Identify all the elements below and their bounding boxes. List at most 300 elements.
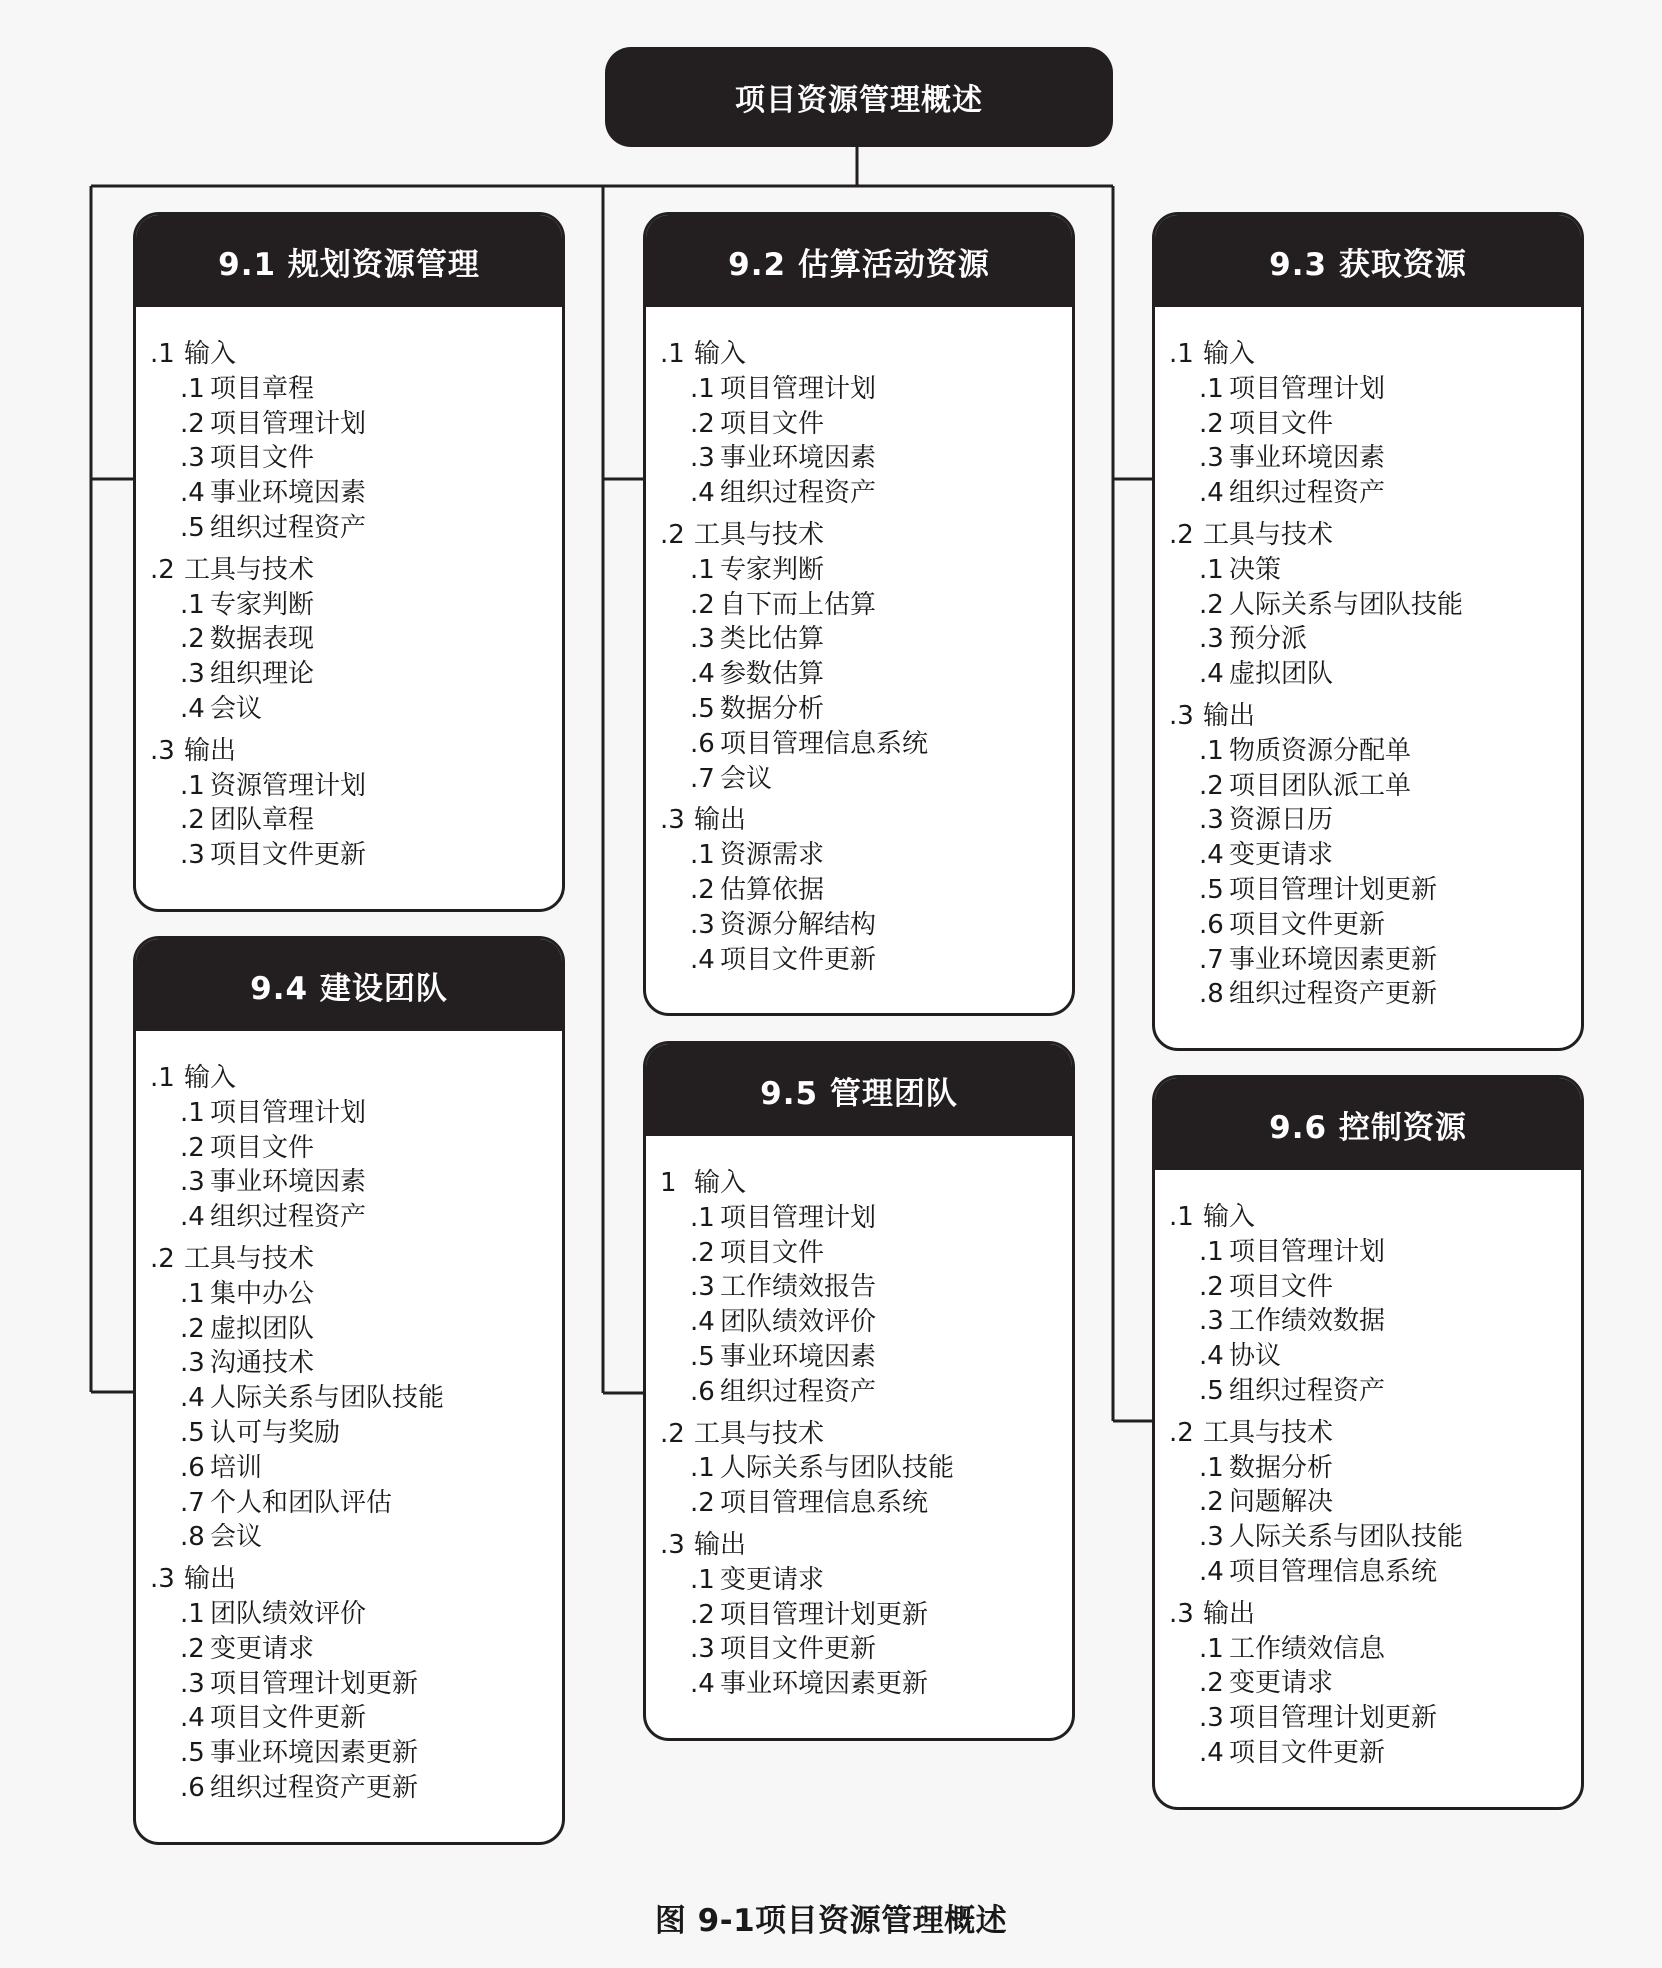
item-label: 决策 <box>1229 554 1282 585</box>
item-number: .1 <box>690 1564 715 1595</box>
list-item <box>150 838 562 873</box>
group-number: .2 <box>150 1243 175 1274</box>
group-number: .3 <box>150 1564 175 1595</box>
item-number: .4 <box>1199 478 1224 509</box>
item-number: .1 <box>690 840 715 871</box>
item-label: 项目文件 <box>1229 1271 1334 1302</box>
group-title <box>1169 1597 1581 1632</box>
group <box>150 337 562 546</box>
list-item <box>1169 838 1581 873</box>
item-label: 组织过程资产 <box>210 1202 367 1233</box>
item-number: .1 <box>690 1202 715 1233</box>
item-label: 资源管理计划 <box>210 770 367 801</box>
list-item <box>150 1736 562 1771</box>
item-label: 组织过程资产 <box>210 512 367 543</box>
item-label: 团队章程 <box>210 805 315 836</box>
item-number: .4 <box>1199 1341 1224 1372</box>
item-number: .4 <box>690 1669 715 1700</box>
process-title: 9.2 估算活动资源 <box>646 215 1072 307</box>
group-label: 工具与技术 <box>1203 519 1334 550</box>
item-number: .2 <box>1199 1487 1224 1518</box>
list-item <box>150 692 562 727</box>
item-label: 数据表现 <box>210 624 315 655</box>
list-item <box>150 1131 562 1166</box>
group-label: 输入 <box>1203 1202 1256 1232</box>
item-label: 估算依据 <box>720 874 825 905</box>
item-number: .2 <box>690 1488 715 1519</box>
item-number: .3 <box>690 624 715 655</box>
item-label: 项目管理计划 <box>1229 1236 1386 1267</box>
process-box-9-1 <box>133 212 565 912</box>
item-number: .2 <box>1199 1271 1224 1302</box>
item-label: 项目管理信息系统 <box>1229 1556 1438 1587</box>
item-label: 组织过程资产 <box>720 478 877 509</box>
item-number: .1 <box>180 373 205 404</box>
item-number: .6 <box>690 728 715 759</box>
group-number: .1 <box>1169 339 1194 369</box>
item-label: 项目管理计划更新 <box>720 1599 929 1630</box>
group-number: 1 <box>660 1168 677 1198</box>
item-number: .3 <box>1199 1306 1224 1337</box>
list-item <box>660 1236 1072 1271</box>
item-number: .2 <box>1199 589 1224 620</box>
item-label: 事业环境因素 <box>720 443 877 474</box>
group-title <box>150 337 562 372</box>
group <box>660 1166 1072 1410</box>
item-label: 项目管理计划 <box>210 408 367 439</box>
list-item <box>150 1096 562 1131</box>
list-item <box>150 1520 562 1555</box>
item-label: 项目章程 <box>210 373 315 404</box>
list-item <box>150 1200 562 1235</box>
item-number: .7 <box>180 1487 205 1518</box>
item-number: .4 <box>180 1202 205 1233</box>
list-item <box>150 1346 562 1381</box>
group <box>150 553 562 727</box>
item-number: .3 <box>180 443 205 474</box>
process-body <box>646 307 1072 977</box>
list-item <box>1169 553 1581 588</box>
list-item <box>660 1563 1072 1598</box>
list-item <box>660 1270 1072 1305</box>
list-item <box>150 441 562 476</box>
group-label: 输入 <box>184 1063 237 1093</box>
group-title <box>150 1562 562 1597</box>
group-number: .2 <box>660 1418 685 1449</box>
item-label: 项目文件 <box>720 408 825 439</box>
item-number: .6 <box>1199 909 1224 940</box>
item-label: 事业环境因素 <box>210 1167 367 1198</box>
item-number: .7 <box>1199 944 1224 975</box>
group <box>150 734 562 873</box>
list-item <box>150 1486 562 1521</box>
group-label: 工具与技术 <box>1203 1417 1334 1448</box>
item-label: 专家判断 <box>210 589 315 620</box>
group <box>1169 1416 1581 1590</box>
item-number: .1 <box>690 1453 715 1484</box>
item-number: .7 <box>690 763 715 794</box>
item-number: .2 <box>180 408 205 439</box>
group-title <box>1169 699 1581 734</box>
list-item <box>1169 588 1581 623</box>
item-label: 专家判断 <box>720 554 825 585</box>
process-title: 9.3 获取资源 <box>1155 215 1581 307</box>
item-label: 项目文件 <box>1229 408 1334 439</box>
item-label: 事业环境因素 <box>1229 443 1386 474</box>
process-title: 9.4 建设团队 <box>136 939 562 1031</box>
list-item <box>1169 1485 1581 1520</box>
list-item <box>1169 1666 1581 1701</box>
item-label: 项目文件 <box>210 1132 315 1163</box>
item-number: .5 <box>1199 874 1224 905</box>
list-item <box>660 1451 1072 1486</box>
group-number: .3 <box>1169 700 1194 731</box>
item-label: 组织过程资产更新 <box>1229 979 1438 1010</box>
list-item <box>150 622 562 657</box>
item-label: 团队绩效评价 <box>210 1598 367 1629</box>
item-number: .3 <box>180 1348 205 1379</box>
list-item <box>1169 476 1581 511</box>
root-node <box>605 47 1113 147</box>
item-number: .1 <box>1199 1452 1224 1483</box>
item-number: .5 <box>180 1417 205 1448</box>
group-title <box>150 1061 562 1096</box>
item-number: .5 <box>690 693 715 724</box>
item-label: 组织过程资产更新 <box>210 1772 419 1803</box>
process-box-9-2 <box>643 212 1075 1016</box>
list-item <box>1169 1270 1581 1305</box>
list-item <box>150 476 562 511</box>
group-number: .3 <box>1169 1598 1194 1629</box>
group <box>660 1417 1072 1521</box>
list-item <box>1169 873 1581 908</box>
group <box>150 1242 562 1555</box>
item-number: .3 <box>690 1272 715 1303</box>
list-item <box>660 873 1072 908</box>
list-item <box>1169 769 1581 804</box>
group-number: .3 <box>150 735 175 766</box>
item-number: .4 <box>690 944 715 975</box>
item-label: 虚拟团队 <box>210 1313 315 1344</box>
list-item <box>1169 657 1581 692</box>
item-number: .5 <box>180 1738 205 1769</box>
list-item <box>150 1381 562 1416</box>
item-number: .1 <box>690 373 715 404</box>
list-item <box>660 441 1072 476</box>
item-number: .2 <box>180 805 205 836</box>
list-item <box>150 1312 562 1347</box>
item-number: .3 <box>180 1668 205 1699</box>
item-label: 沟通技术 <box>210 1348 315 1379</box>
item-label: 项目文件更新 <box>720 1634 877 1665</box>
item-number: .1 <box>180 589 205 620</box>
list-item <box>150 657 562 692</box>
item-label: 组织过程资产 <box>720 1376 877 1407</box>
group-label: 工具与技术 <box>184 1243 315 1274</box>
list-item <box>660 622 1072 657</box>
item-number: .3 <box>1199 805 1224 836</box>
group <box>150 1562 562 1806</box>
item-number: .4 <box>690 659 715 690</box>
item-number: .3 <box>690 909 715 940</box>
item-label: 工作绩效报告 <box>720 1272 877 1303</box>
list-item <box>150 1667 562 1702</box>
item-label: 项目文件更新 <box>210 1703 367 1734</box>
group-number: .1 <box>660 339 685 369</box>
item-number: .2 <box>180 1633 205 1664</box>
item-label: 项目管理计划更新 <box>1229 874 1438 905</box>
list-item <box>660 692 1072 727</box>
list-item <box>1169 943 1581 978</box>
process-box-9-3 <box>1152 212 1584 1051</box>
item-number: .3 <box>690 443 715 474</box>
item-number: .4 <box>180 693 205 724</box>
group-title <box>660 1417 1072 1452</box>
item-label: 组织过程资产 <box>1229 1375 1386 1406</box>
group-title <box>660 1528 1072 1563</box>
group-label: 输出 <box>184 735 237 766</box>
list-item <box>660 1598 1072 1633</box>
item-label: 项目文件 <box>720 1237 825 1268</box>
item-number: .3 <box>690 1634 715 1665</box>
item-number: .3 <box>1199 1703 1224 1734</box>
list-item <box>660 1486 1072 1521</box>
list-item <box>660 1632 1072 1667</box>
item-number: .4 <box>1199 840 1224 871</box>
list-item <box>1169 977 1581 1012</box>
item-number: .1 <box>1199 373 1224 404</box>
item-number: .2 <box>1199 408 1224 439</box>
item-number: .4 <box>690 1307 715 1338</box>
list-item <box>1169 1304 1581 1339</box>
item-number: .4 <box>690 478 715 509</box>
item-number: .4 <box>180 478 205 509</box>
item-number: .1 <box>180 1097 205 1128</box>
item-number: .3 <box>180 840 205 871</box>
list-item <box>150 588 562 623</box>
item-label: 人际关系与团队技能 <box>1229 1522 1464 1553</box>
group-number: .2 <box>660 519 685 550</box>
process-body <box>646 1136 1072 1702</box>
item-label: 项目管理信息系统 <box>720 1488 929 1519</box>
root-title: 项目资源管理概述 <box>735 83 983 118</box>
item-label: 项目管理计划 <box>720 1202 877 1233</box>
item-number: .3 <box>1199 1522 1224 1553</box>
process-body <box>1155 1170 1581 1771</box>
list-item <box>1169 622 1581 657</box>
list-item <box>660 1340 1072 1375</box>
item-label: 项目团队派工单 <box>1229 770 1412 801</box>
group-title <box>660 337 1072 372</box>
item-label: 事业环境因素 <box>210 478 367 509</box>
item-number: .5 <box>180 512 205 543</box>
item-label: 工作绩效信息 <box>1229 1633 1386 1664</box>
group <box>660 803 1072 977</box>
item-number: .2 <box>690 408 715 439</box>
item-number: .1 <box>1199 1236 1224 1267</box>
group-label: 输入 <box>184 339 237 369</box>
item-label: 项目文件更新 <box>1229 1737 1386 1768</box>
list-item <box>660 727 1072 762</box>
list-item <box>150 803 562 838</box>
process-title: 9.1 规划资源管理 <box>136 215 562 307</box>
item-label: 事业环境因素更新 <box>1229 944 1438 975</box>
item-label: 项目文件更新 <box>1229 909 1386 940</box>
item-number: .2 <box>690 1599 715 1630</box>
group <box>1169 699 1581 1012</box>
list-item <box>660 762 1072 797</box>
group-label: 输出 <box>1203 700 1256 731</box>
item-label: 会议 <box>210 693 263 724</box>
item-number: .2 <box>690 589 715 620</box>
item-label: 数据分析 <box>1229 1452 1334 1483</box>
group-title <box>1169 1200 1581 1235</box>
item-number: .5 <box>690 1341 715 1372</box>
item-number: .2 <box>1199 1668 1224 1699</box>
group <box>660 518 1072 796</box>
item-number: .1 <box>180 1598 205 1629</box>
group-label: 输出 <box>694 805 747 836</box>
process-title: 9.5 管理团队 <box>646 1044 1072 1136</box>
item-label: 组织过程资产 <box>1229 478 1386 509</box>
group <box>1169 518 1581 692</box>
item-number: .1 <box>1199 735 1224 766</box>
item-number: .3 <box>180 659 205 690</box>
list-item <box>150 1771 562 1806</box>
group-number: .3 <box>660 1529 685 1560</box>
group-title <box>1169 337 1581 372</box>
process-body <box>136 307 562 873</box>
list-item <box>660 838 1072 873</box>
list-item <box>150 407 562 442</box>
group <box>660 337 1072 511</box>
process-box-9-6 <box>1152 1075 1584 1810</box>
list-item <box>150 372 562 407</box>
list-item <box>150 1632 562 1667</box>
list-item <box>1169 1632 1581 1667</box>
item-label: 事业环境因素更新 <box>720 1669 929 1700</box>
list-item <box>1169 1555 1581 1590</box>
item-number: .1 <box>180 1278 205 1309</box>
item-label: 资源需求 <box>720 840 825 871</box>
list-item <box>150 511 562 546</box>
item-label: 项目文件更新 <box>210 840 367 871</box>
list-item <box>1169 1520 1581 1555</box>
group-title <box>150 734 562 769</box>
item-label: 项目管理计划更新 <box>210 1668 419 1699</box>
list-item <box>1169 734 1581 769</box>
item-label: 协议 <box>1229 1341 1282 1372</box>
item-label: 项目管理计划 <box>720 373 877 404</box>
item-number: .1 <box>690 554 715 585</box>
item-number: .8 <box>1199 979 1224 1010</box>
list-item <box>1169 1701 1581 1736</box>
list-item <box>150 1277 562 1312</box>
item-number: .2 <box>1199 770 1224 801</box>
group-label: 工具与技术 <box>694 1418 825 1449</box>
item-label: 变更请求 <box>210 1633 315 1664</box>
list-item <box>150 769 562 804</box>
list-item <box>660 1305 1072 1340</box>
group-number: .1 <box>1169 1202 1194 1232</box>
list-item <box>660 476 1072 511</box>
item-number: .1 <box>180 770 205 801</box>
item-label: 集中办公 <box>210 1278 315 1309</box>
group-label: 工具与技术 <box>184 554 315 585</box>
item-label: 资源分解结构 <box>720 909 877 940</box>
item-label: 工作绩效数据 <box>1229 1306 1386 1337</box>
list-item <box>1169 908 1581 943</box>
item-label: 会议 <box>720 763 773 794</box>
item-label: 自下而上估算 <box>720 589 877 620</box>
item-number: .6 <box>690 1376 715 1407</box>
list-item <box>1169 1339 1581 1374</box>
item-number: .8 <box>180 1522 205 1553</box>
list-item <box>660 1667 1072 1702</box>
group-label: 输入 <box>1203 339 1256 369</box>
process-box-9-5 <box>643 1041 1075 1741</box>
process-title: 9.6 控制资源 <box>1155 1078 1581 1170</box>
group-title <box>660 518 1072 553</box>
item-number: .2 <box>690 874 715 905</box>
group-title <box>660 1166 1072 1201</box>
list-item <box>660 1201 1072 1236</box>
group <box>1169 1597 1581 1771</box>
group <box>660 1528 1072 1702</box>
list-item <box>1169 1235 1581 1270</box>
item-label: 团队绩效评价 <box>720 1307 877 1338</box>
item-number: .1 <box>1199 554 1224 585</box>
item-label: 变更请求 <box>720 1564 825 1595</box>
list-item <box>1169 1736 1581 1771</box>
item-number: .4 <box>1199 659 1224 690</box>
group-number: .2 <box>1169 1417 1194 1448</box>
group-title <box>1169 1416 1581 1451</box>
group-label: 输出 <box>694 1529 747 1560</box>
item-label: 个人和团队评估 <box>210 1487 393 1518</box>
list-item <box>660 1375 1072 1410</box>
group-title <box>150 553 562 588</box>
item-number: .3 <box>1199 443 1224 474</box>
item-number: .4 <box>180 1383 205 1414</box>
item-label: 事业环境因素 <box>720 1341 877 1372</box>
item-label: 人际关系与团队技能 <box>720 1453 955 1484</box>
process-box-9-4 <box>133 936 565 1845</box>
item-label: 项目管理计划 <box>1229 373 1386 404</box>
list-item <box>660 407 1072 442</box>
item-label: 事业环境因素更新 <box>210 1738 419 1769</box>
item-label: 类比估算 <box>720 624 825 655</box>
list-item <box>150 1701 562 1736</box>
item-number: .2 <box>180 1313 205 1344</box>
figure-caption: 图 9-1项目资源管理概述 <box>654 1903 1008 1939</box>
group <box>1169 337 1581 511</box>
group-label: 输出 <box>184 1564 237 1595</box>
item-label: 虚拟团队 <box>1229 659 1334 690</box>
item-number: .4 <box>1199 1737 1224 1768</box>
group-label: 输入 <box>694 1168 747 1198</box>
item-label: 人际关系与团队技能 <box>210 1383 445 1414</box>
item-number: .1 <box>1199 1633 1224 1664</box>
item-label: 组织理论 <box>210 659 315 690</box>
group-title <box>660 803 1072 838</box>
item-label: 人际关系与团队技能 <box>1229 589 1464 620</box>
item-number: .6 <box>180 1452 205 1483</box>
item-label: 资源日历 <box>1229 805 1334 836</box>
item-number: .4 <box>1199 1556 1224 1587</box>
list-item <box>1169 441 1581 476</box>
item-label: 项目文件更新 <box>720 944 877 975</box>
